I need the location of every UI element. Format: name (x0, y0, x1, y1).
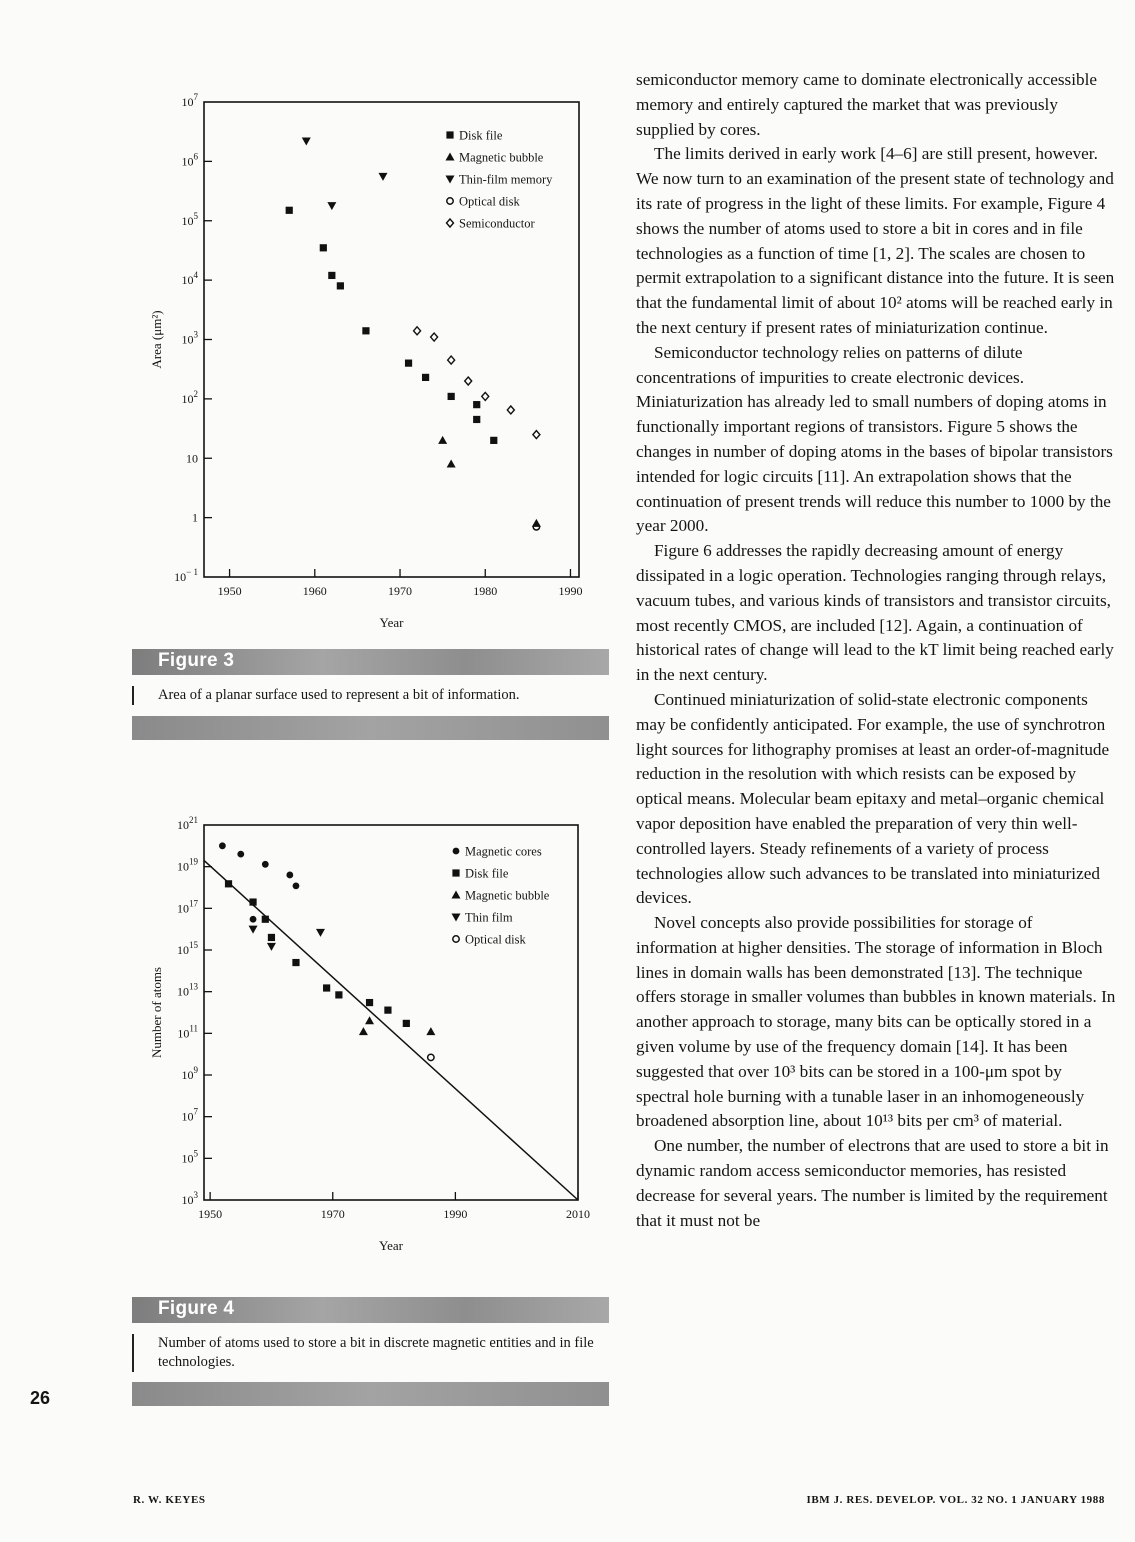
data-point (293, 882, 300, 889)
x-tick-label: 2010 (566, 1207, 590, 1221)
x-tick-label: 1980 (473, 584, 498, 598)
legend-label: Magnetic bubble (459, 150, 544, 165)
legend-label: Semiconductor (459, 216, 535, 231)
y-tick-label: 1 (192, 510, 198, 525)
x-tick-label: 1990 (443, 1207, 468, 1221)
y-tick-label: 10 (186, 451, 198, 466)
data-point (320, 244, 327, 251)
data-point (262, 916, 269, 923)
figure-4-chart (140, 805, 610, 1265)
y-tick-label: $10^2$ (181, 388, 198, 406)
data-point (268, 934, 275, 941)
data-point (378, 173, 387, 181)
data-point (384, 1007, 391, 1014)
x-tick-label: 1950 (217, 584, 242, 598)
body-text-column (636, 68, 1116, 1233)
figure-3-caption: Area of a planar surface used to represent a bit of information. (132, 686, 638, 705)
legend-label: Optical disk (459, 194, 520, 209)
legend-marker (453, 848, 460, 855)
data-point (426, 1027, 435, 1035)
data-point (292, 959, 299, 966)
x-tick-label: 1970 (388, 584, 413, 598)
figure-4-label: Figure 4 (158, 1298, 235, 1319)
y-tick-label: $10^3$ (181, 1190, 198, 1207)
legend-label: Thin-film memory (459, 172, 553, 187)
y-tick-label: $10^9$ (181, 1065, 198, 1082)
data-point (286, 207, 293, 214)
footer-author: R. W. KEYES (133, 1494, 206, 1506)
data-point (237, 851, 244, 858)
data-point (262, 861, 269, 868)
data-point (405, 360, 412, 367)
data-point (428, 1054, 434, 1060)
y-tick-label: $10^{13}$ (177, 981, 198, 999)
y-axis-label: Number of atoms (149, 967, 164, 1058)
legend-marker (446, 131, 453, 138)
y-axis-label: Area (μm²) (149, 310, 164, 369)
trend-line (204, 860, 578, 1200)
data-point (362, 327, 369, 334)
data-point (438, 436, 447, 444)
body-paragraph: Continued miniaturization of solid-state electronic components may be confidently anticipated. For example, the use of synchrotron light sources for lithography promises at least an order-of-magnitude reduction in the resolution with which resists can be exposed by optical means. Molecular beam epitaxy and metal–organic chemical vapor deposition have enabled the preparation of very thin well-controlled layers. Steady refinements of a variety of process technologies allow such advances to be translated into miniaturized devices. (636, 689, 1110, 908)
legend-label: Magnetic cores (465, 844, 542, 859)
legend-marker (447, 219, 454, 227)
legend-label: Thin film (465, 910, 513, 925)
legend-marker (453, 936, 459, 942)
x-axis-label: Year (379, 1238, 403, 1253)
data-point (323, 984, 330, 991)
y-tick-label: $10^{- 1}$ (174, 567, 198, 584)
legend-marker (446, 153, 455, 161)
data-point (267, 943, 276, 951)
x-tick-label: 1970 (320, 1207, 345, 1221)
figure-3-chart (140, 80, 610, 630)
data-point (414, 327, 421, 335)
legend-label: Magnetic bubble (465, 888, 550, 903)
y-tick-label: $10^{19}$ (177, 856, 198, 874)
data-point (448, 356, 455, 364)
data-point (465, 377, 472, 385)
y-tick-label: $10^5$ (181, 210, 198, 228)
y-tick-label: $10^4$ (181, 270, 198, 288)
data-point (316, 929, 325, 937)
legend-marker (452, 891, 461, 899)
data-point (302, 138, 311, 146)
legend-marker (452, 869, 459, 876)
data-point (422, 374, 429, 381)
figure-3-bottom-bar (132, 716, 609, 740)
legend-marker (452, 914, 461, 922)
data-point (448, 393, 455, 400)
data-point (473, 416, 480, 423)
x-tick-label: 1990 (558, 584, 583, 598)
data-point (447, 460, 456, 468)
legend-marker (447, 198, 453, 204)
legend-marker (446, 176, 455, 184)
data-point (473, 401, 480, 408)
data-point (403, 1020, 410, 1027)
y-tick-label: $10^{21}$ (177, 815, 198, 832)
data-point (286, 872, 293, 879)
data-point (359, 1027, 368, 1035)
data-point (490, 437, 497, 444)
y-tick-label: $10^3$ (181, 329, 198, 347)
x-axis-label: Year (379, 615, 404, 630)
figure-4-bottom-bar (132, 1382, 609, 1406)
data-point (249, 898, 256, 905)
body-paragraph: Novel concepts also provide possibilities for storage of information at higher densities. The storage of information in Bloch lines in domain walls has been demonstrated [13]. The technique offers storage in smaller volumes than bubbles in known materials. In another approach to storage, many bits can be optically stored in a given volume by use of the frequency domain [14]. It has been suggested that over 10³ bits can be stored in a 100-μm spot by spectral hole burning with a tunable laser in an inhomogeneously broadened absorption line, about 10¹³ bits per cm³ of material. (636, 913, 1116, 1131)
body-paragraph: One number, the number of electrons that are used to store a bit in dynamic random access semiconductor memories, has resisted decrease for several years. The number is limited by the requirement that it must not be (636, 1136, 1109, 1230)
figure-4-banner (132, 1297, 609, 1323)
legend-label: Disk file (459, 128, 503, 143)
body-paragraph: Semiconductor technology relies on patterns of dilute concentrations of impurities to create electronic devices. Miniaturization has already led to small numbers of doping atoms in functionally important regions of transistors. Figure 5 shows the changes in number of doping atoms in the bases of bipolar transistors intended for logic circuits [11]. An extrapolation shows that the continuation of present trends will reduce this number to 1000 by the year 2000. (636, 342, 1113, 536)
body-paragraph: The limits derived in early work [4–6] are still present, however. We now turn to an examination of the present state of technology and its rate of progress in the light of these limits. For example, Figure 4 shows the number of atoms used to store a bit in cores and in file technologies as a function of time [1, 2]. The scales are chosen to permit extrapolation to a significant distance into the future. It is seen that the fundamental limit of about 10² atoms will be reached early in the next century if present rates of miniaturization continue. (636, 144, 1115, 337)
data-point (225, 880, 232, 887)
data-point (507, 406, 514, 414)
data-point (337, 282, 344, 289)
data-point (335, 991, 342, 998)
y-tick-label: $10^{15}$ (177, 940, 198, 957)
data-point (482, 392, 489, 400)
legend-label: Disk file (465, 866, 509, 881)
y-tick-label: $10^7$ (181, 92, 198, 109)
x-tick-label: 1960 (302, 584, 327, 598)
data-point (328, 272, 335, 279)
page-number: 26 (30, 1388, 51, 1408)
data-point (219, 842, 226, 849)
y-tick-label: $10^{17}$ (177, 898, 198, 916)
data-point (366, 999, 373, 1006)
data-point (533, 431, 540, 439)
y-tick-label: $10^6$ (181, 151, 198, 169)
data-point (249, 926, 258, 934)
y-tick-label: $10^{11}$ (177, 1023, 198, 1041)
y-tick-label: $10^5$ (181, 1148, 198, 1166)
data-point (431, 333, 438, 341)
figure-3-label: Figure 3 (158, 650, 235, 671)
data-point (327, 202, 336, 210)
figure-4-caption: Number of atoms used to store a bit in discrete magnetic entities and in file technologies. (132, 1334, 638, 1372)
body-paragraph: semiconductor memory came to dominate electronically accessible memory and entirely captured the market that was previously supplied by cores. (636, 70, 1098, 139)
data-point (250, 916, 257, 923)
x-tick-label: 1950 (198, 1207, 223, 1221)
body-paragraph: Figure 6 addresses the rapidly decreasing amount of energy dissipated in a logic operation. Technologies ranging through relays, vacuum tubes, and various kinds of transistors and transistor circuits, most recently CMOS, are included [12]. Again, a continuation of historical rates of change will lead to the kT limit being reached early in the next century. (636, 541, 1114, 685)
y-tick-label: $10^7$ (181, 1106, 198, 1124)
data-point (365, 1016, 374, 1024)
figure-3-banner (132, 649, 609, 675)
footer-journal: IBM J. RES. DEVELOP. VOL. 32 NO. 1 JANUARY 1988 (806, 1494, 1105, 1506)
legend-label: Optical disk (465, 932, 526, 947)
